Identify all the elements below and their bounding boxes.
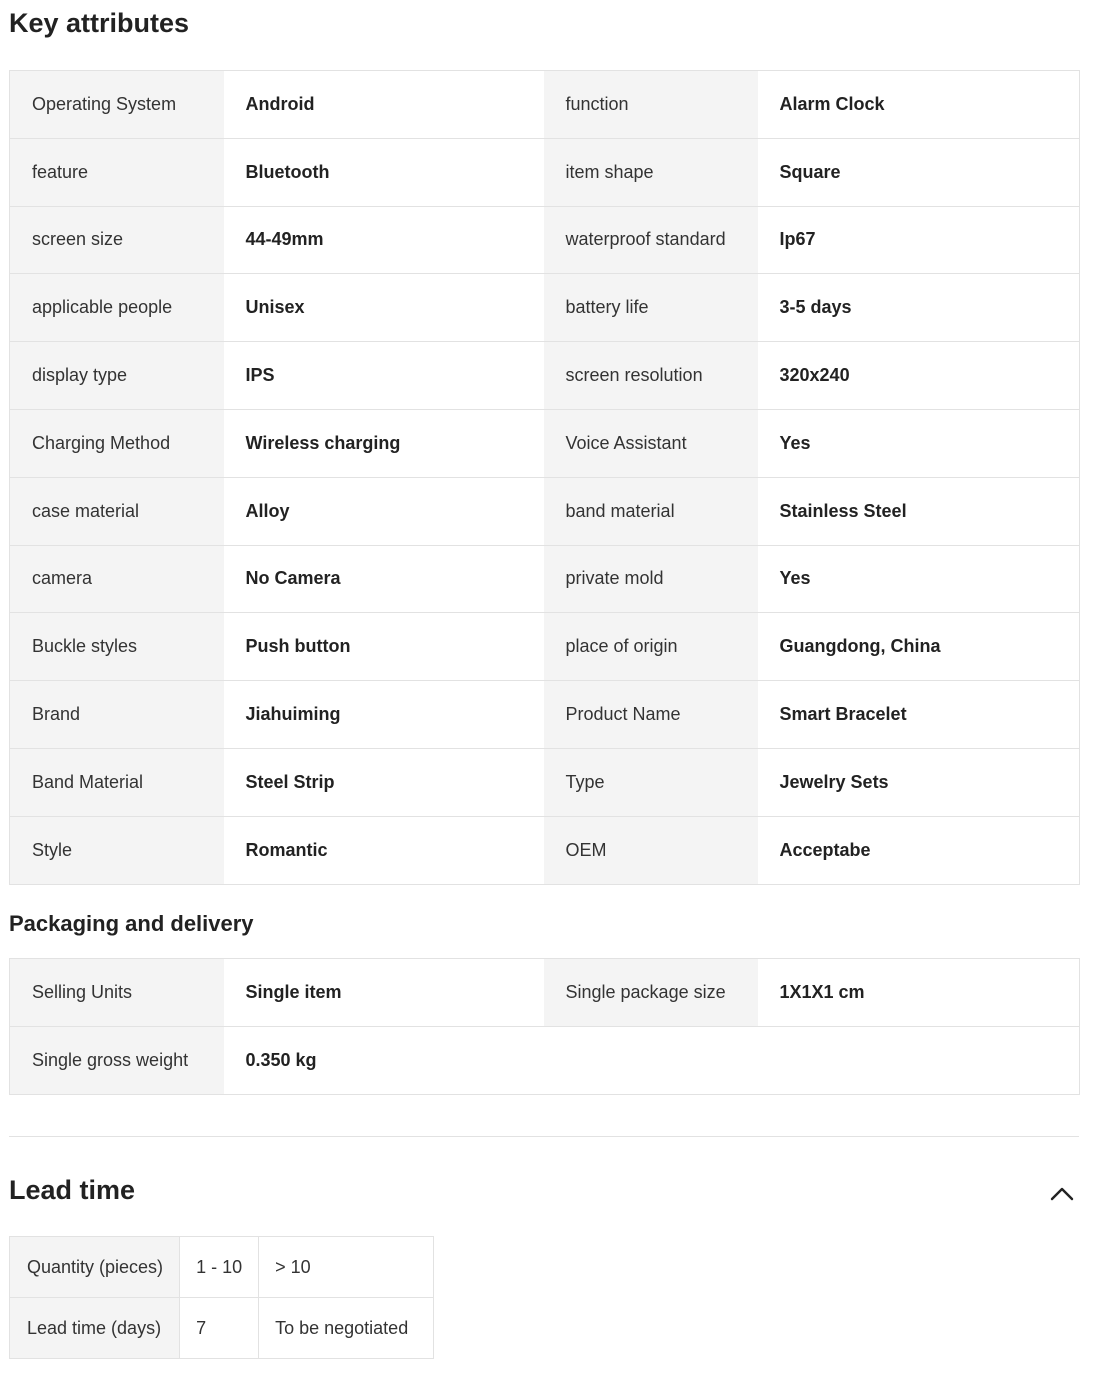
attribute-row	[10, 959, 1080, 1027]
attribute-value: Steel Strip	[224, 748, 544, 816]
attribute-key: Operating System	[10, 71, 224, 139]
attribute-key: Single package size	[544, 959, 758, 1027]
attribute-value: 3-5 days	[758, 274, 1080, 342]
attribute-value: Guangdong, China	[758, 613, 1080, 681]
quantity-range-2: > 10	[259, 1237, 434, 1298]
attribute-key: private mold	[544, 545, 758, 613]
attribute-value: Yes	[758, 409, 1080, 477]
attribute-value: Square	[758, 138, 1080, 206]
attribute-key: screen resolution	[544, 342, 758, 410]
empty-cell	[544, 1026, 758, 1094]
key-attributes-title: Key attributes	[9, 8, 190, 38]
attribute-value: Stainless Steel	[758, 477, 1080, 545]
attribute-row	[10, 613, 1080, 681]
attribute-value: Jewelry Sets	[758, 748, 1080, 816]
lead-time-value-2: To be negotiated	[259, 1298, 434, 1359]
attribute-value: Wireless charging	[224, 409, 544, 477]
attribute-value: Single item	[224, 959, 544, 1027]
attribute-row	[10, 1026, 1080, 1094]
attribute-key: battery life	[544, 274, 758, 342]
chevron-up-icon[interactable]	[1048, 1180, 1076, 1208]
lead-time-label: Lead time (days)	[10, 1298, 180, 1359]
attribute-key: waterproof standard	[544, 206, 758, 274]
attribute-key: Band Material	[10, 748, 224, 816]
quantity-range-1: 1 - 10	[180, 1237, 259, 1298]
attribute-key: Selling Units	[10, 959, 224, 1027]
attribute-value: Bluetooth	[224, 138, 544, 206]
attribute-row	[10, 816, 1080, 884]
attribute-value: 0.350 kg	[224, 1026, 544, 1094]
section-divider	[9, 1136, 1079, 1137]
attribute-key: band material	[544, 477, 758, 545]
attribute-value: Jiahuiming	[224, 681, 544, 749]
attribute-value: Acceptabe	[758, 816, 1080, 884]
attribute-value: Yes	[758, 545, 1080, 613]
attribute-key: feature	[10, 138, 224, 206]
attribute-key: item shape	[544, 138, 758, 206]
attribute-key: Single gross weight	[10, 1026, 224, 1094]
lead-time-days-row	[10, 1298, 434, 1359]
attribute-key: Style	[10, 816, 224, 884]
attribute-value: Smart Bracelet	[758, 681, 1080, 749]
attribute-row	[10, 681, 1080, 749]
attribute-key: function	[544, 71, 758, 139]
attribute-value: Push button	[224, 613, 544, 681]
attribute-key: Voice Assistant	[544, 409, 758, 477]
lead-time-title: Lead time	[9, 1175, 136, 1205]
lead-time-value-1: 7	[180, 1298, 259, 1359]
attribute-value: No Camera	[224, 545, 544, 613]
attribute-key: screen size	[10, 206, 224, 274]
attribute-key: Type	[544, 748, 758, 816]
attribute-row	[10, 409, 1080, 477]
attribute-value: 320x240	[758, 342, 1080, 410]
attribute-key: camera	[10, 545, 224, 613]
attribute-value: Alarm Clock	[758, 71, 1080, 139]
key-attributes-table	[9, 70, 1080, 885]
attribute-row	[10, 477, 1080, 545]
attribute-row	[10, 748, 1080, 816]
attribute-row	[10, 71, 1080, 139]
attribute-key: Charging Method	[10, 409, 224, 477]
attribute-value: Android	[224, 71, 544, 139]
attribute-key: OEM	[544, 816, 758, 884]
attribute-value: 1X1X1 cm	[758, 959, 1080, 1027]
attribute-row	[10, 274, 1080, 342]
attribute-value: Romantic	[224, 816, 544, 884]
lead-time-table	[9, 1236, 434, 1359]
quantity-label: Quantity (pieces)	[10, 1237, 180, 1298]
attribute-key: Buckle styles	[10, 613, 224, 681]
packaging-title: Packaging and delivery	[9, 911, 254, 936]
attribute-row	[10, 138, 1080, 206]
attribute-key: applicable people	[10, 274, 224, 342]
empty-cell	[758, 1026, 1080, 1094]
attribute-key: case material	[10, 477, 224, 545]
attribute-row	[10, 206, 1080, 274]
attribute-key: display type	[10, 342, 224, 410]
attribute-value: 44-49mm	[224, 206, 544, 274]
attribute-key: Product Name	[544, 681, 758, 749]
attribute-row	[10, 545, 1080, 613]
attribute-key: place of origin	[544, 613, 758, 681]
lead-time-header-row	[10, 1237, 434, 1298]
attribute-value: Ip67	[758, 206, 1080, 274]
attribute-value: Unisex	[224, 274, 544, 342]
attribute-value: Alloy	[224, 477, 544, 545]
attribute-value: IPS	[224, 342, 544, 410]
packaging-table	[9, 958, 1080, 1095]
attribute-row	[10, 342, 1080, 410]
attribute-key: Brand	[10, 681, 224, 749]
